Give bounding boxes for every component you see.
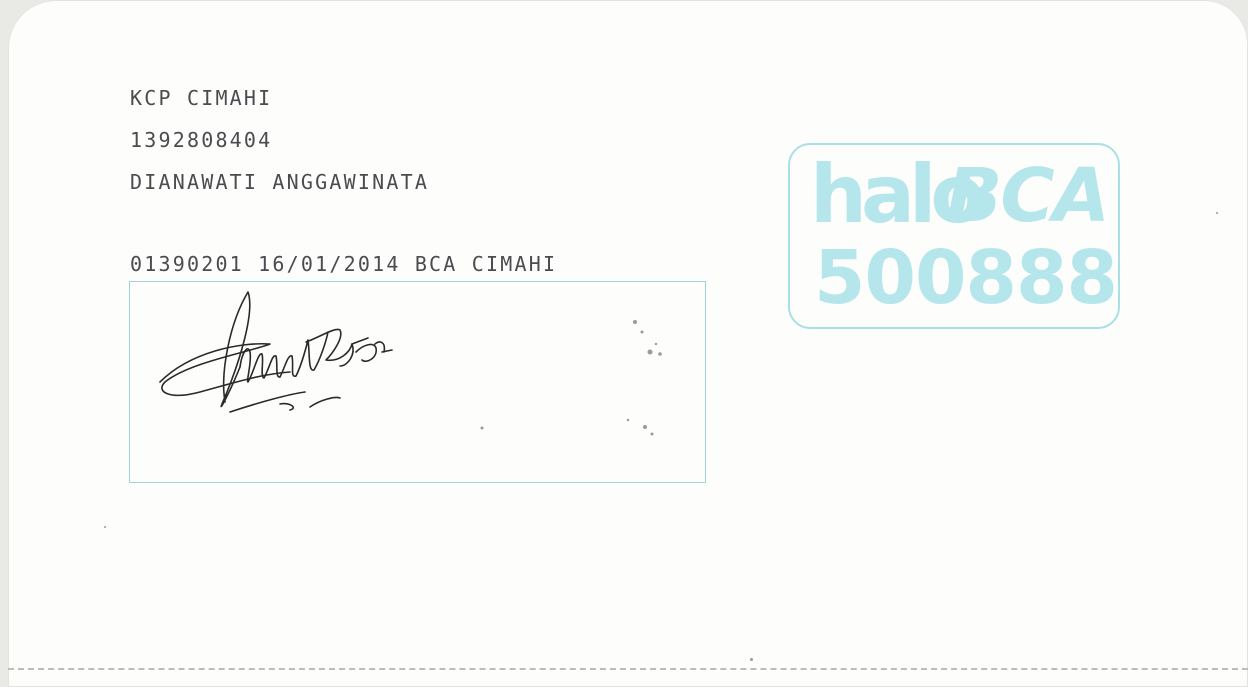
branch-name: KCP CIMAHI <box>130 86 273 110</box>
account-number: 1392808404 <box>130 128 273 152</box>
stamp-bca-text: BCA <box>946 153 1108 239</box>
halo-bca-stamp <box>788 143 1120 329</box>
dust-speck <box>1216 212 1218 214</box>
perforation-line <box>8 668 1248 670</box>
stamp-phone-number: 500888 <box>814 235 1117 321</box>
dust-speck <box>104 526 106 528</box>
account-holder-name: DIANAWATI ANGGAWINATA <box>130 170 430 194</box>
signature-box <box>129 281 706 483</box>
passbook-card <box>8 0 1248 687</box>
stamp-halo-text: halo <box>810 148 980 241</box>
issue-info-line: 01390201 16/01/2014 BCA CIMAHI <box>130 252 558 276</box>
signature-icon <box>130 282 705 482</box>
dust-speck <box>750 658 753 661</box>
